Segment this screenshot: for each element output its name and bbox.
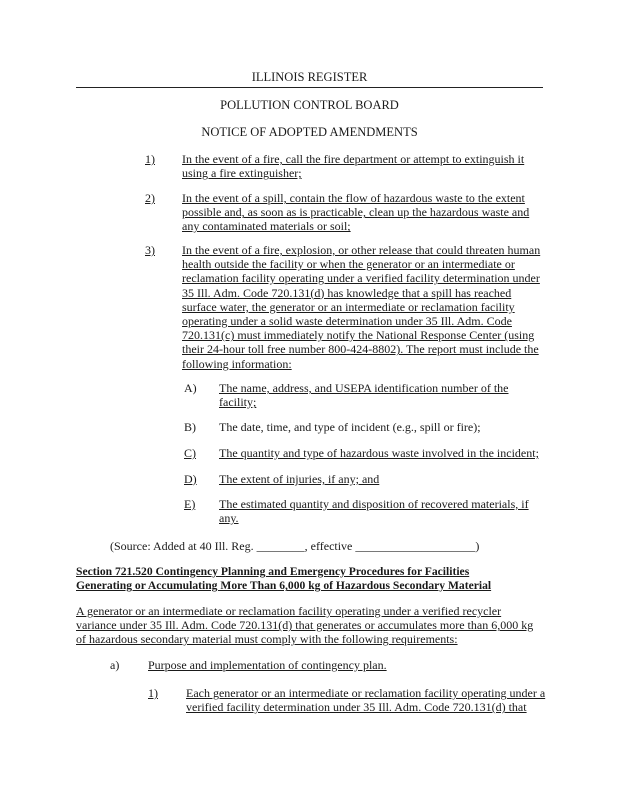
- source-line: [110, 539, 479, 553]
- item-3-text: [182, 243, 540, 371]
- text-line: The extent of injuries, if any; and: [219, 472, 380, 486]
- source-text: (Source: Added at 40 Ill. Reg. ________, effective ____________________): [110, 539, 480, 553]
- item-3-marker: 3): [145, 243, 155, 257]
- subsection-a-text: [148, 658, 387, 672]
- subsection-a-marker: a): [110, 658, 120, 672]
- text-line: health outside the facility or when the generator or an intermediate or: [182, 257, 515, 272]
- text-line: Each generator or an intermediate or reclamation facility operating under a: [186, 686, 546, 700]
- heading-line: Generating or Accumulating More Than 6,000 kg of Hazardous Secondary Material: [76, 579, 492, 593]
- register-title: ILLINOIS REGISTER: [251, 70, 368, 84]
- subsection-a1-text: [186, 686, 545, 714]
- subitem-c-marker: C): [184, 446, 196, 460]
- intro-paragraph: [76, 604, 533, 647]
- subitem-d-marker: D): [184, 472, 197, 486]
- text-line: In the event of a fire, call the fire department or attempt to extinguish it: [182, 152, 525, 166]
- text-line: any.: [219, 511, 239, 526]
- text-line: The name, address, and USEPA identification number of the: [219, 381, 509, 395]
- text-line: reclamation facility operating under a verified facility determination under: [182, 271, 540, 286]
- text-line: of hazardous secondary material must comply with the following requirements:: [76, 632, 458, 647]
- text-line: their 24-hour toll free number 800-424-8802). The report must include the: [182, 342, 539, 357]
- header-rule: [76, 87, 543, 88]
- item-1-text: [182, 152, 524, 180]
- text-line: The estimated quantity and disposition of recovered materials, if: [219, 497, 529, 511]
- text-line: In the event of a fire, explosion, or other release that could threaten human: [182, 243, 541, 257]
- heading-line: Section 721.520 Contingency Planning and Emergency Procedures for Facilities: [76, 565, 470, 578]
- text-line: using a fire extinguisher;: [182, 166, 302, 181]
- text-line: any contaminated materials or soil;: [182, 219, 351, 234]
- text-line: 720.131(c) must immediately notify the National Response Center (using: [182, 328, 535, 343]
- subitem-b-marker: B): [184, 420, 196, 434]
- item-2-marker: 2): [145, 191, 155, 205]
- text-line: following information:: [182, 356, 292, 371]
- subitem-a-text: [219, 381, 509, 409]
- text-line: possible and, as soon as is practicable, clean up the hazardous waste and: [182, 205, 530, 220]
- text-line: surface water, the generator or an intermediate or reclamation facility: [182, 299, 515, 314]
- subitem-b-text: [219, 420, 481, 434]
- subitem-d-text: [219, 472, 379, 486]
- text-line: The quantity and type of hazardous waste involved in the incident;: [219, 446, 539, 460]
- text-line: 35 Ill. Adm. Code 720.131(d) has knowledge that a spill has reached: [182, 285, 512, 300]
- subitem-a-marker: A): [184, 381, 197, 395]
- item-1-marker: 1): [145, 152, 155, 166]
- text-line: facility;: [219, 395, 257, 410]
- text-line: A generator or an intermediate or reclamation facility operating under a verified recycler: [76, 604, 502, 618]
- board-title: POLLUTION CONTROL BOARD: [220, 98, 399, 112]
- text-line: operating under a solid waste determination under 35 Ill. Adm. Code: [182, 314, 512, 329]
- text-line: The date, time, and type of incident (e.g., spill or fire);: [219, 420, 481, 434]
- text-line: verified facility determination under 35 Ill. Adm. Code 720.131(d) that: [186, 700, 527, 715]
- section-heading: [76, 565, 491, 593]
- text-line: In the event of a spill, contain the flow of hazardous waste to the extent: [182, 191, 525, 205]
- subsection-a1-marker: 1): [148, 686, 158, 700]
- text-line: variance under 35 Ill. Adm. Code 720.131(d) that generates or accumulates more than 6,000 kg: [76, 618, 534, 633]
- subitem-e-text: [219, 497, 529, 525]
- notice-title: NOTICE OF ADOPTED AMENDMENTS: [201, 125, 418, 139]
- text-line: Purpose and implementation of contingency plan.: [148, 658, 387, 672]
- subitem-e-marker: E): [184, 497, 196, 511]
- item-2-text: [182, 191, 529, 234]
- subitem-c-text: [219, 446, 539, 460]
